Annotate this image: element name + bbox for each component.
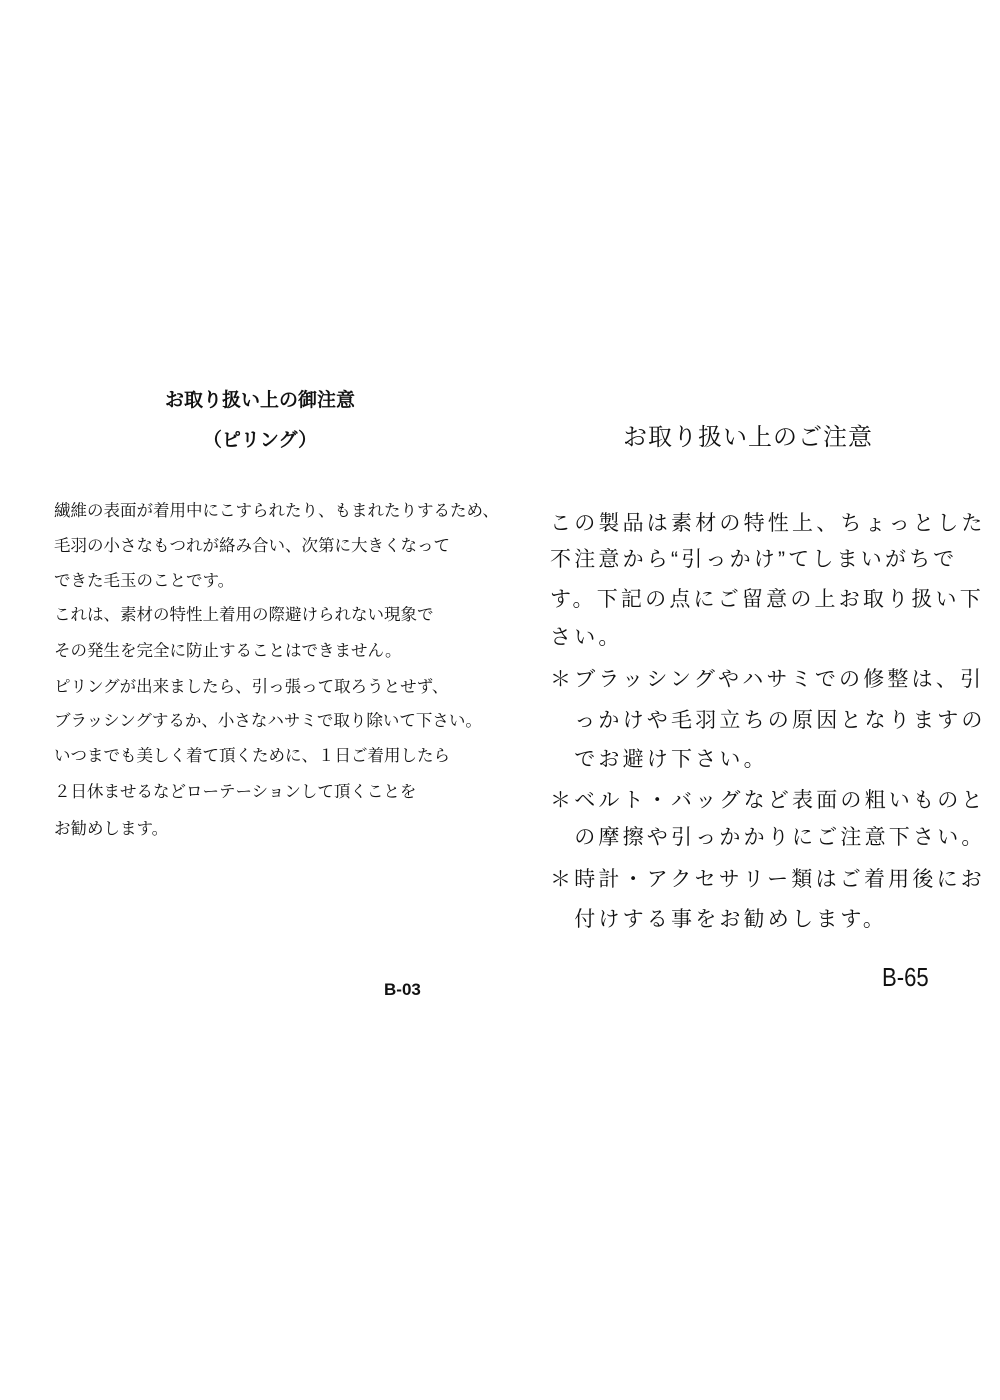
left-card-title: お取り扱い上の御注意	[164, 390, 356, 411]
left-card-line: ピリングが出来ましたら、引っ張って取ろうとせず、	[54, 678, 449, 696]
right-card-line: でお避け下さい。	[550, 748, 768, 771]
right-card-line: ＊ブラッシングやハサミでの修整は、引	[550, 668, 985, 691]
left-card-line: これは、素材の特性上着用の際避けられない現象で	[54, 606, 434, 624]
left-card-line: ２日休ませるなどローテーションして頂くことを	[54, 783, 417, 801]
left-card-subtitle: （ピリング）	[202, 430, 318, 451]
left-card-line: お勧めします。	[54, 820, 169, 838]
right-card-line: 付けする事をお勧めします。	[550, 908, 888, 931]
right-card-line: す。下記の点にご留意の上お取り扱い下	[550, 588, 984, 611]
left-card-line: できた毛玉のことです。	[54, 572, 235, 590]
left-card-line: いつまでも美しく着て頂くために、１日ご着用したら	[54, 747, 450, 765]
right-card-title: お取り扱い上のご注意	[623, 424, 873, 451]
right-card-line: の摩擦や引っかかりにご注意下さい。	[550, 826, 986, 849]
right-card-line: ＊ベルト・バッグなど表面の粗いものと	[550, 789, 986, 812]
right-card-line: 不注意から“引っかけ”てしまいがちで	[550, 548, 958, 571]
left-card-line: その発生を完全に防止することはできません。	[54, 642, 402, 660]
right-card-code: B-65	[882, 962, 929, 992]
left-card-code: B-03	[384, 980, 421, 999]
right-card-line: この製品は素材の特性上、ちょっとした	[550, 512, 986, 535]
right-card-line: ＊時計・アクセサリー類はご着用後にお	[550, 868, 985, 891]
left-card-line: 毛羽の小さなもつれが絡み合い、次第に大きくなって	[54, 537, 450, 555]
left-card-line: 繊維の表面が着用中にこすられたり、もまれたりするため、	[54, 502, 499, 520]
left-card-line: ブラッシングするか、小さなハサミで取り除いて下さい。	[54, 712, 482, 730]
right-card-line: っかけや毛羽立ちの原因となりますの	[550, 709, 986, 732]
right-card-line: さい。	[550, 626, 623, 649]
